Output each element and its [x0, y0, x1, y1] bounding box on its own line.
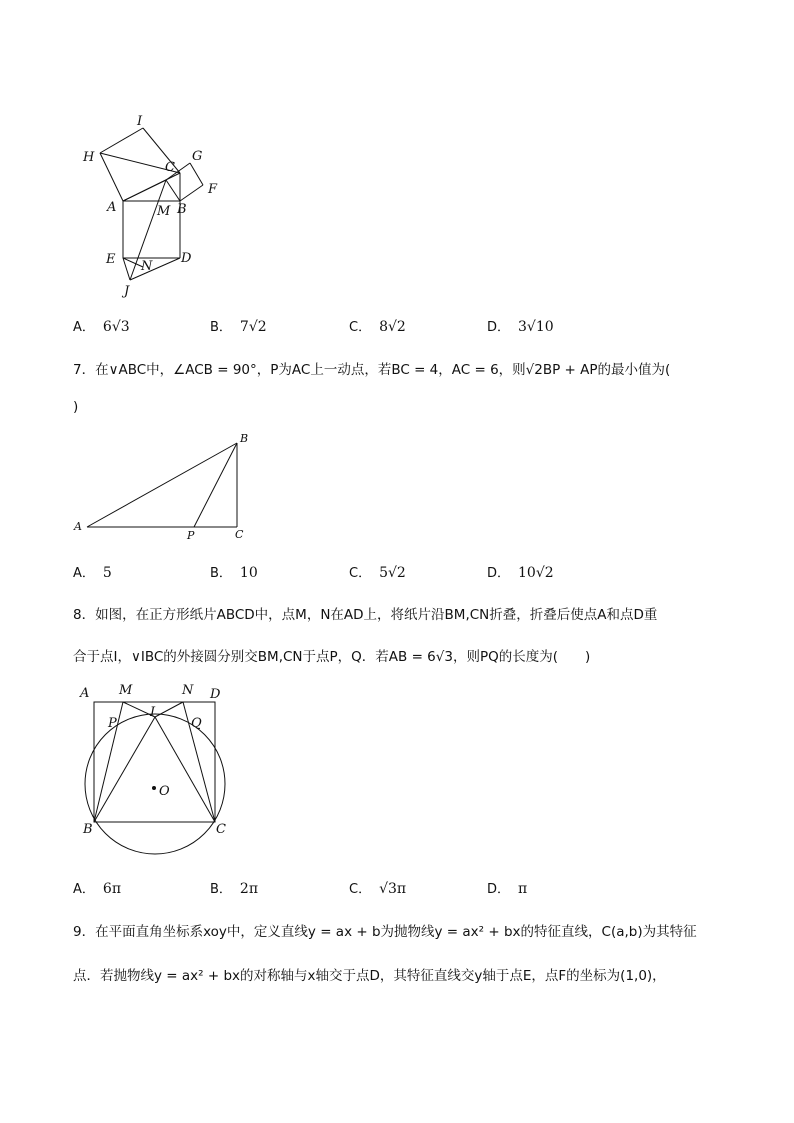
figure-q7-svg	[70, 428, 260, 546]
label-B: B	[240, 432, 249, 445]
option-value: 5√2	[379, 565, 406, 581]
option-value: 2π	[239, 881, 259, 897]
q6-option-d[interactable]	[487, 316, 554, 335]
figure-q7	[70, 428, 260, 546]
option-key: D．	[487, 882, 511, 897]
q8-option-c[interactable]	[349, 878, 406, 897]
label-B: B	[177, 202, 187, 217]
label-I: I	[150, 705, 156, 720]
label-D: D	[181, 251, 192, 266]
figure-q6	[70, 105, 230, 305]
q7-option-c[interactable]	[349, 562, 406, 581]
option-value: π	[518, 881, 528, 897]
label-A: A	[74, 520, 82, 533]
option-value: 6√3	[102, 319, 130, 335]
figure-q8	[70, 680, 240, 860]
label-I: I	[137, 114, 143, 129]
q7-stem-line1: 7．在∨ABC中，∠ACB = 90°，P为AC上一动点，若BC = 4，AC = 6，则√2BP + AP的最小值为(	[73, 362, 671, 378]
label-Q: Q	[191, 716, 202, 731]
q7-stem-line2: )	[73, 399, 79, 415]
q9-stem-line2: 点．若抛物线y = ax² + bx的对称轴与x轴交于点D，其特征直线交y轴于点E，点F的坐标为(1,0)，	[73, 968, 666, 984]
q7-options	[73, 562, 753, 584]
label-N: N	[182, 683, 194, 698]
label-O: O	[159, 784, 170, 799]
q8-option-b[interactable]	[210, 878, 258, 897]
q7-option-a[interactable]	[73, 562, 112, 581]
option-key: A．	[73, 566, 95, 581]
option-value: 8√2	[379, 319, 406, 335]
option-value: 10	[239, 565, 258, 581]
q8-stem-line2: 合于点I，∨IBC的外接圆分别交BM,CN于点P，Q．若AB = 6√3，则PQ的长度为( )	[73, 649, 591, 665]
label-P: P	[108, 716, 117, 731]
q6-option-b[interactable]	[210, 316, 267, 335]
label-F: F	[208, 182, 218, 197]
label-E: E	[106, 252, 116, 267]
option-key: D．	[487, 566, 511, 581]
q8-option-d[interactable]	[487, 878, 527, 897]
q8-options	[73, 878, 753, 900]
label-D: D	[210, 687, 221, 702]
label-H: H	[83, 150, 95, 165]
label-N: N	[141, 259, 153, 274]
option-value: 6π	[102, 881, 122, 897]
option-value: 7√2	[239, 319, 267, 335]
label-C: C	[165, 160, 175, 175]
q8-stem-line1: 8．如图，在正方形纸片ABCD中，点M，N在AD上，将纸片沿BM,CN折叠，折叠后使点A和点D重	[73, 607, 658, 623]
q6-option-c[interactable]	[349, 316, 406, 335]
q6-options	[73, 316, 753, 338]
q6-option-a[interactable]	[73, 316, 130, 335]
label-B: B	[83, 822, 93, 837]
label-G: G	[192, 149, 203, 164]
option-key: A．	[73, 882, 95, 897]
option-value: 10√2	[518, 565, 554, 581]
option-key: B．	[210, 882, 232, 897]
q7-option-d[interactable]	[487, 562, 554, 581]
option-value: 3√10	[518, 319, 554, 335]
option-key: C．	[349, 320, 372, 335]
q7-option-b[interactable]	[210, 562, 258, 581]
option-key: C．	[349, 882, 372, 897]
option-value: √3π	[379, 881, 407, 897]
option-value: 5	[102, 565, 112, 581]
figure-q6-svg	[70, 105, 230, 305]
center-point	[152, 786, 156, 790]
figure-q8-svg	[70, 680, 240, 860]
label-J: J	[124, 284, 130, 299]
option-key: B．	[210, 566, 232, 581]
label-C: C	[235, 528, 244, 541]
option-key: A．	[73, 320, 95, 335]
option-key: B．	[210, 320, 232, 335]
label-M: M	[119, 683, 133, 698]
option-key: D．	[487, 320, 511, 335]
label-C: C	[216, 822, 226, 837]
label-P: P	[187, 529, 195, 542]
q8-option-a[interactable]	[73, 878, 121, 897]
label-A: A	[80, 686, 90, 701]
label-M: M	[157, 204, 171, 219]
q9-stem-line1: 9．在平面直角坐标系xoy中，定义直线y = ax + b为抛物线y = ax² + bx的特征直线，C(a,b)为其特征	[73, 924, 697, 940]
option-key: C．	[349, 566, 372, 581]
label-A: A	[107, 200, 117, 215]
